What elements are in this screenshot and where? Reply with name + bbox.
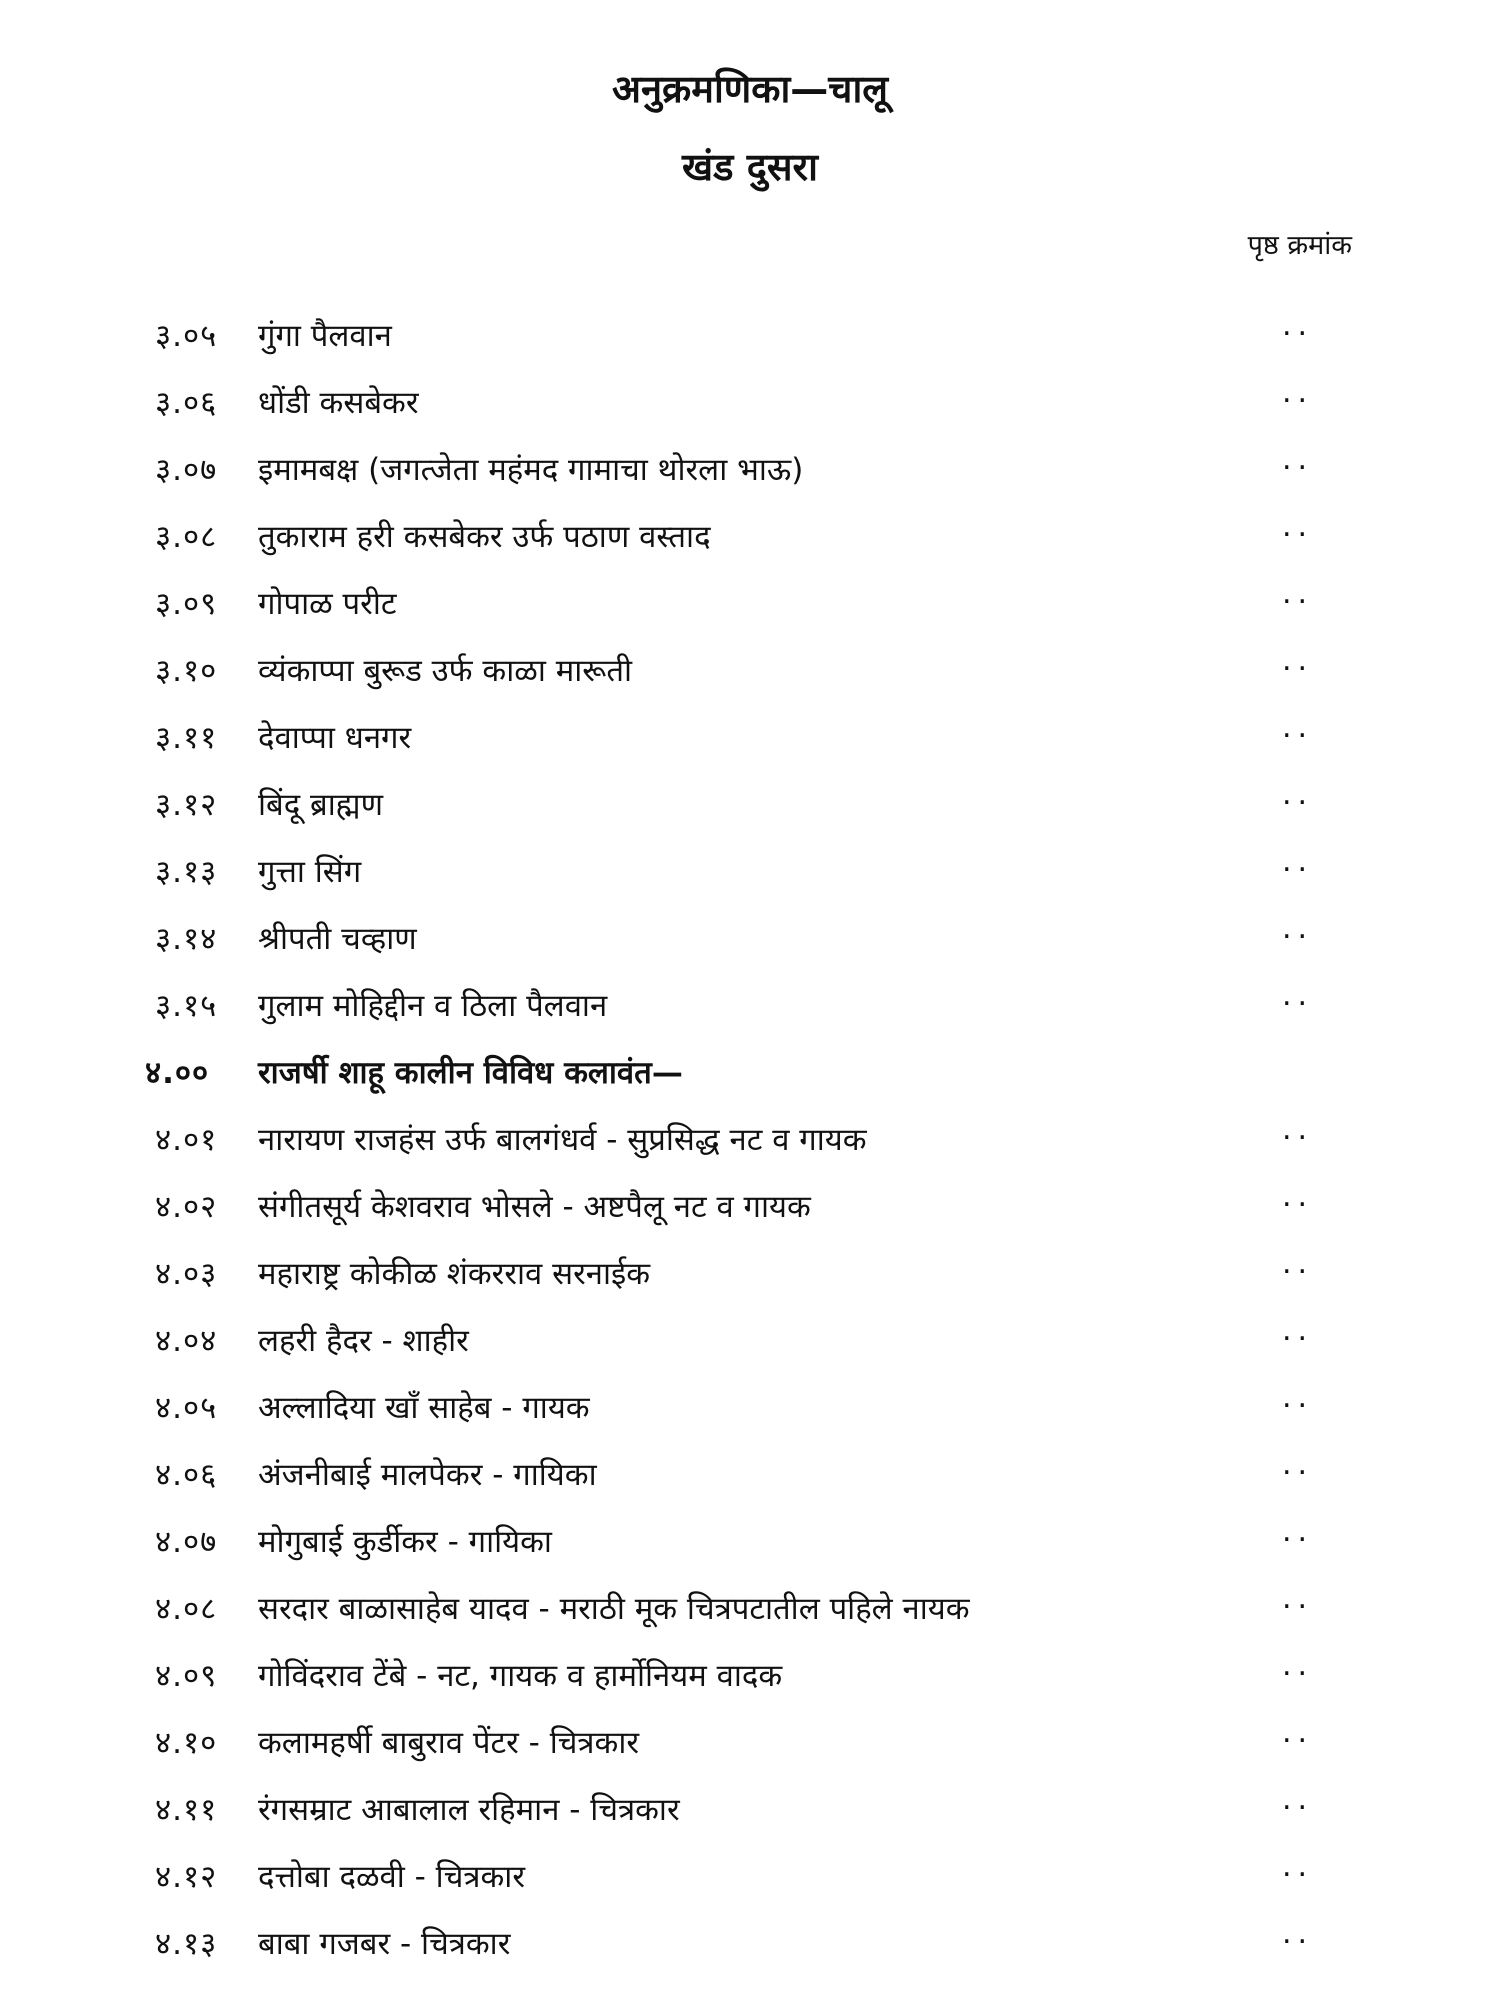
toc-entry [0, 306, 1500, 373]
toc-entry-title: लहरी हैदर - शाहीर [258, 1323, 469, 1359]
toc-entry-number: ३.१५ [155, 988, 218, 1024]
toc-page-number-placeholder: .. [1282, 1916, 1314, 1951]
toc-entry-number: ४.०७ [155, 1524, 218, 1560]
toc-entry-number: ३.११ [155, 720, 218, 756]
toc-entry [0, 1646, 1500, 1713]
toc-page-number-placeholder: .. [1282, 1179, 1314, 1214]
toc-page-number-placeholder: .. [1282, 1648, 1314, 1683]
toc-entry-number: ३.०९ [155, 586, 218, 622]
toc-entry-title: देवाप्पा धनगर [258, 720, 412, 756]
toc-entry-title: गुलाम मोहिद्दीन व ठिला पैलवान [258, 988, 608, 1024]
toc-entry-title: गुंगा पैलवान [258, 318, 392, 354]
toc-entry-title: गोविंदराव टेंबे - नट, गायक व हार्मोनियम वादक [258, 1658, 783, 1694]
toc-entry-number: ३.०६ [155, 385, 218, 421]
toc-entry-number: ३.०७ [155, 452, 218, 488]
toc-entry [0, 440, 1500, 507]
toc-entry-number: ४.१० [155, 1725, 218, 1761]
toc-entry [0, 909, 1500, 976]
toc-entry-number: ४.०० [145, 1055, 210, 1091]
toc-page-number-placeholder: .. [1282, 375, 1314, 410]
toc-entry-title: कलामहर्षी बाबुराव पेंटर - चित्रकार [258, 1725, 640, 1761]
toc-entry-number: ४.०८ [155, 1591, 218, 1627]
toc-entry-number: ४.११ [155, 1792, 218, 1828]
toc-page-number-placeholder: .. [1282, 710, 1314, 745]
toc-page-number-placeholder: .. [1282, 1246, 1314, 1281]
toc-page-number-placeholder: .. [1282, 643, 1314, 678]
toc-entry-title: महाराष्ट्र कोकीळ शंकरराव सरनाईक [258, 1256, 651, 1292]
toc-page-number-placeholder: .. [1282, 1514, 1314, 1549]
toc-entry-number: ४.०६ [155, 1457, 218, 1493]
toc-entry-title: सरदार बाळासाहेब यादव - मराठी मूक चित्रपटातील पहिले नायक [258, 1591, 970, 1627]
toc-entry [0, 1244, 1500, 1311]
toc-section-heading [0, 1043, 1500, 1110]
toc-page-number-placeholder: .. [1282, 1112, 1314, 1147]
page-number-column-label: पृष्ठ क्रमांक [1247, 230, 1352, 261]
toc-entry [0, 373, 1500, 440]
toc-entry-title: संगीतसूर्य केशवराव भोसले - अष्टपैलू नट व गायक [258, 1189, 811, 1225]
toc-page-number-placeholder: .. [1282, 844, 1314, 879]
toc-entry-title: इमामबक्ष (जगत्जेता महंमद गामाचा थोरला भाऊ) [258, 452, 804, 488]
toc-page-number-placeholder: .. [1282, 509, 1314, 544]
toc-entry [0, 775, 1500, 842]
toc-entry-title: अंजनीबाई मालपेकर - गायिका [258, 1457, 597, 1493]
toc-entry-number: ३.०५ [155, 318, 218, 354]
section-subtitle: खंड दुसरा [682, 145, 818, 189]
toc-page-number-placeholder: .. [1282, 1447, 1314, 1482]
toc-entry-number: ४.०३ [155, 1256, 218, 1292]
toc-entry [0, 976, 1500, 1043]
toc-entry-number: ३.१२ [155, 787, 218, 823]
toc-page-number-placeholder: .. [1282, 576, 1314, 611]
toc-entry [0, 1914, 1500, 1981]
toc-entry-number: ३.१४ [155, 921, 218, 957]
toc-entry [0, 1579, 1500, 1646]
toc-entry [0, 1780, 1500, 1847]
toc-entry-title: बाबा गजबर - चित्रकार [258, 1926, 511, 1962]
toc-entry [0, 1378, 1500, 1445]
toc-entry-title: मोगुबाई कुर्डीकर - गायिका [258, 1524, 552, 1560]
page-title: अनुक्रमणिका—चालू [611, 67, 889, 111]
toc-entry [0, 1445, 1500, 1512]
toc-entry-title: रंगसम्राट आबालाल रहिमान - चित्रकार [258, 1792, 680, 1828]
toc-entry-number: ४.१३ [155, 1926, 218, 1962]
toc-entry-number: ४.०४ [155, 1323, 218, 1359]
toc-entry-number: ४.०१ [155, 1122, 218, 1158]
toc-page-number-placeholder: .. [1282, 777, 1314, 812]
toc-entry [0, 1713, 1500, 1780]
toc-entry-title: तुकाराम हरी कसबेकर उर्फ पठाण वस्ताद [258, 519, 711, 555]
toc-entry-number: ३.१० [155, 653, 218, 689]
toc-page-number-placeholder: .. [1282, 442, 1314, 477]
toc-page-number-placeholder: .. [1282, 1581, 1314, 1616]
toc-page-number-placeholder: .. [1282, 1715, 1314, 1750]
toc-entry-title: धोंडी कसबेकर [258, 385, 419, 421]
toc-page-number-placeholder: .. [1282, 1380, 1314, 1415]
toc-entry-number: ३.०८ [155, 519, 218, 555]
toc-entry-title: श्रीपती चव्हाण [258, 921, 417, 957]
toc-page-number-placeholder: .. [1282, 1313, 1314, 1348]
toc-entry [0, 1311, 1500, 1378]
toc-entry-title: गुत्ता सिंग [258, 854, 362, 890]
toc-entry [0, 842, 1500, 909]
toc-page-number-placeholder: .. [1282, 1782, 1314, 1817]
toc-entry-number: ४.०९ [155, 1658, 218, 1694]
toc-entry [0, 1847, 1500, 1914]
toc-entry-title: राजर्षी शाहू कालीन विविध कलावंत— [258, 1055, 683, 1091]
toc-entry-title: दत्तोबा दळवी - चित्रकार [258, 1859, 526, 1895]
toc-entry-title: अल्लादिया खाँ साहेब - गायक [258, 1390, 590, 1426]
toc-page-number-placeholder: .. [1282, 1849, 1314, 1884]
toc-entry-number: ४.०२ [155, 1189, 218, 1225]
toc-page-number-placeholder: .. [1282, 911, 1314, 946]
toc-entry [0, 574, 1500, 641]
toc-entry [0, 641, 1500, 708]
toc-entry-title: व्यंकाप्पा बुरूड उर्फ काळा मारूती [258, 653, 633, 689]
toc-entry [0, 1110, 1500, 1177]
toc-entry-number: ४.१२ [155, 1859, 218, 1895]
toc-page-number-placeholder: .. [1282, 308, 1314, 343]
toc-entry-number: ३.१३ [155, 854, 218, 890]
toc-entry [0, 1512, 1500, 1579]
toc-entry-title: बिंदू ब्राह्मण [258, 787, 384, 823]
toc-entry [0, 507, 1500, 574]
toc-entry-number: ४.०५ [155, 1390, 218, 1426]
toc-page-number-placeholder: .. [1282, 978, 1314, 1013]
toc-entry [0, 708, 1500, 775]
toc-entry-title: गोपाळ परीट [258, 586, 397, 622]
toc-entry-title: नारायण राजहंस उर्फ बालगंधर्व - सुप्रसिद्ध नट व गायक [258, 1122, 867, 1158]
toc-entry [0, 1177, 1500, 1244]
